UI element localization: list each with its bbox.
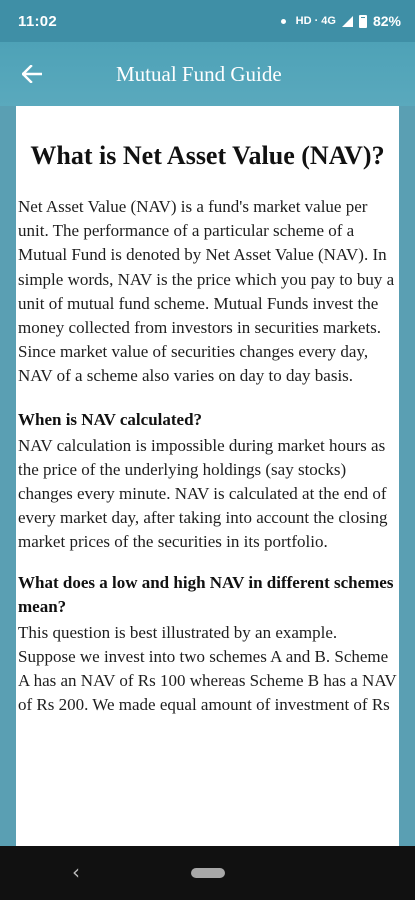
status-time: 11:02 xyxy=(18,12,58,30)
article-title: What is Net Asset Value (NAV)? xyxy=(30,141,385,170)
system-navigation-bar xyxy=(0,846,415,900)
battery-icon xyxy=(359,15,367,28)
notification-dot-icon xyxy=(281,19,286,24)
article-content[interactable] xyxy=(16,106,399,846)
nav-back-chevron-icon[interactable]: ‹ xyxy=(72,860,80,884)
status-bar xyxy=(0,0,415,42)
signal-icon xyxy=(342,16,353,27)
network-type: HD · 4G xyxy=(295,15,336,27)
status-indicators xyxy=(281,13,401,29)
section-heading-low-high-nav: What does a low and high NAV in different schemes mean? xyxy=(18,572,394,616)
battery-level: 82% xyxy=(372,13,401,29)
article-intro: Net Asset Value (NAV) is a fund's market value per unit. The performance of a particular scheme of a Mutual Fund is denoted by Net Asset Value (NAV). In simple words, NAV is the price which you pay to buy a unit of mutual fund scheme. Mutual Funds invest the money collected from investors in securities markets. Since market value of securities changes every day, NAV of a scheme also varies on day to day basis. xyxy=(18,197,395,386)
back-button[interactable] xyxy=(0,42,64,106)
app-bar xyxy=(0,42,415,106)
nav-home-pill[interactable] xyxy=(191,868,225,878)
section-body-nav-calculated: NAV calculation is impossible during market hours as the price of the underlying holdings (say stocks) changes every minute. NAV is calculated at the end of every market day, after taking into account the closing market prices of the securities in its portfolio. xyxy=(18,435,388,552)
app-title: Mutual Fund Guide xyxy=(116,61,282,86)
section-body-low-high-nav: This question is best illustrated by an example. Suppose we invest into two schemes A and B. Scheme A has an NAV of Rs 100 whereas Scheme B has a NAV of Rs 200. We made equal amount of investment of Rs xyxy=(18,622,397,715)
arrow-left-icon xyxy=(22,65,42,83)
section-heading-nav-calculated: When is NAV calculated? xyxy=(18,409,203,429)
